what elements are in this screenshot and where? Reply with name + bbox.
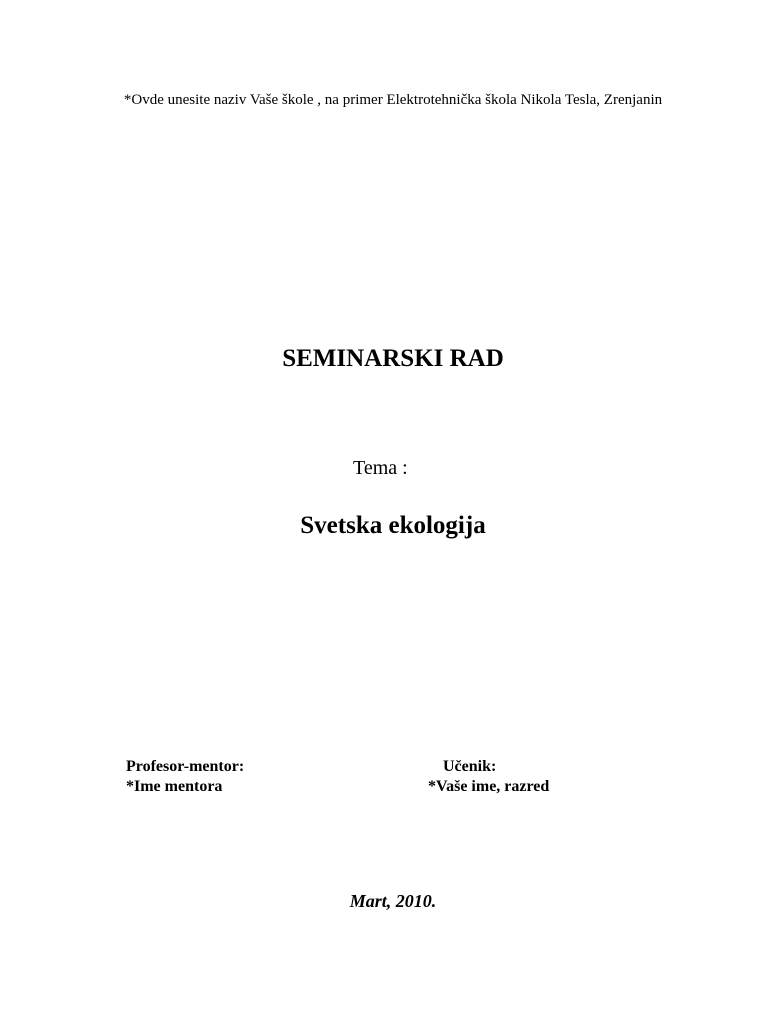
student-name: *Vaše ime, razred <box>428 778 550 795</box>
student-label: Učenik: <box>443 758 497 775</box>
topic-label: Tema : <box>353 457 408 479</box>
mentor-name: *Ime mentora <box>126 778 223 795</box>
document-title: SEMINARSKI RAD <box>282 345 504 372</box>
school-name-placeholder: *Ovde unesite naziv Vaše škole , na primer Elektrotehnička škola Nikola Tesla, Zrenjanin <box>123 92 663 108</box>
mentor-label: Profesor-mentor: <box>126 758 245 775</box>
topic-title: Svetska ekologija <box>300 512 486 539</box>
date-line: Mart, 2010. <box>349 891 437 911</box>
